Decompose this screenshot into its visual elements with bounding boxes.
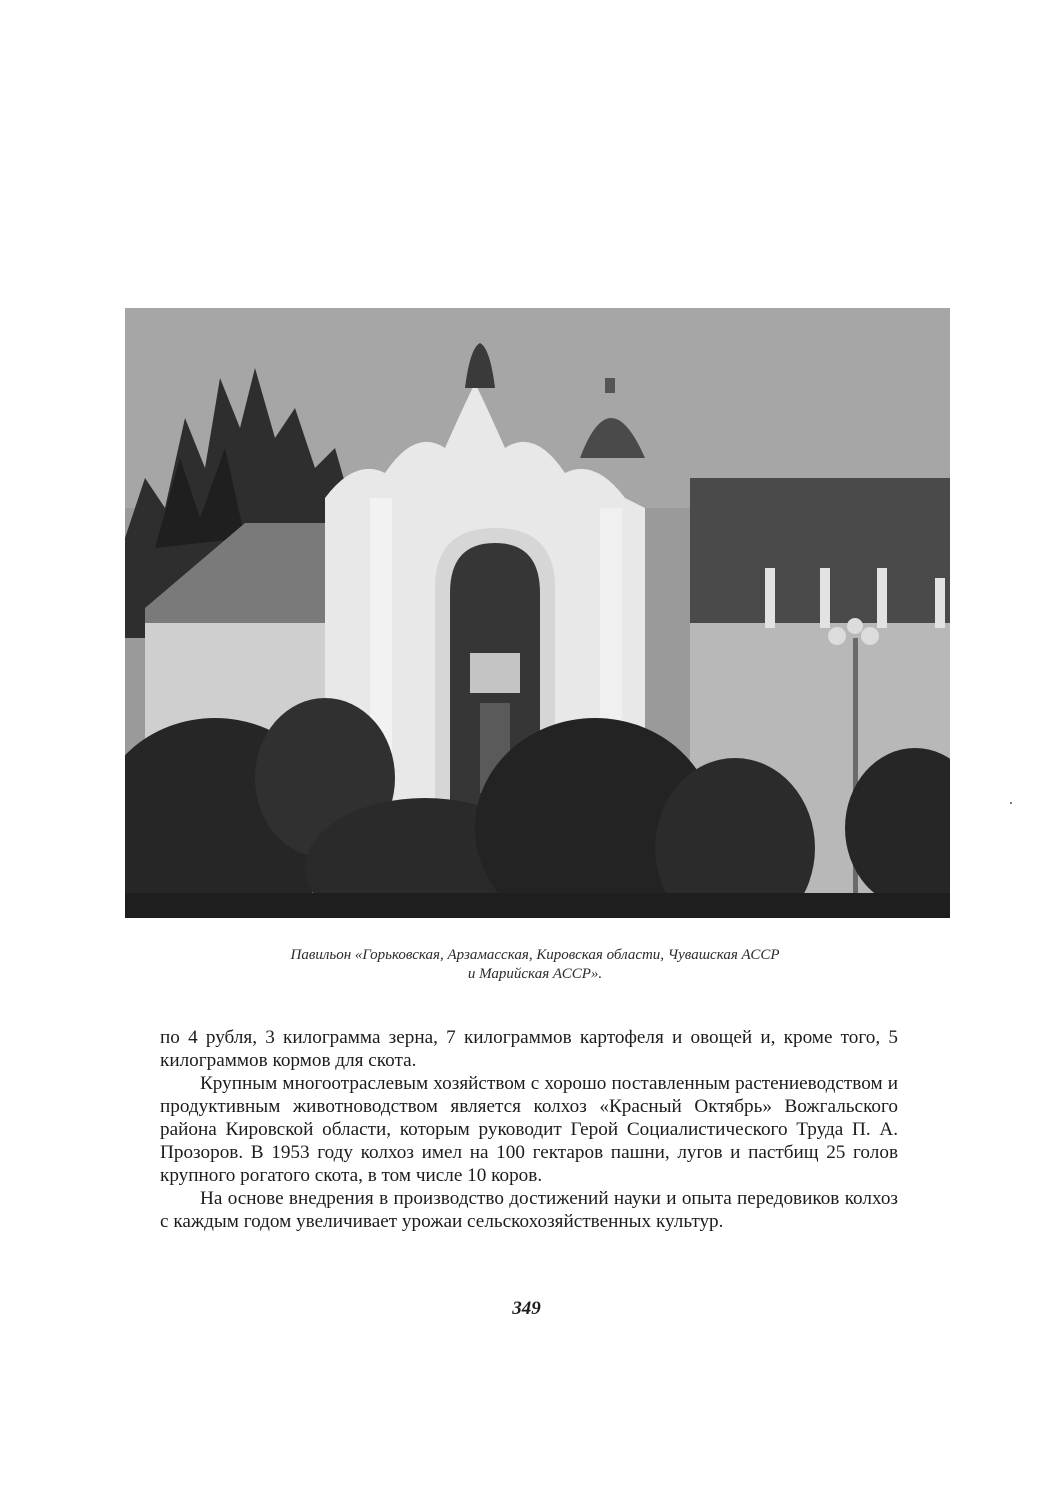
paragraph-3: На основе внедрения в производство достижений науки и опыта передовиков колхоз с каждым годом увеличивает урожаи сельскохозяйственных культур. [160,1188,898,1232]
caption-line-2: и Марийская АССР». [467,966,603,982]
paragraph-1: по 4 рубля, 3 килограмма зерна, 7 килограммов картофеля и овощей и, кроме того, 5 килограммов кормов для скота. [160,1027,898,1071]
figure-caption [130,946,940,984]
body-text [160,1026,898,1233]
caption-line-1: Павильон «Горьковская, Арзамасская, Кировская области, Чувашская АССР [290,947,780,963]
page-number: 349 [512,1298,541,1319]
paragraph-2: Крупным многоотраслевым хозяйством с хорошо поставленным растениеводством и продуктивным животноводством является колхоз «Красный Октябрь» Вожгальского района Кировской области, которым руководит Герой Социалистического Труда П. А. Прозоров. В 1953 году колхоз имел на 100 гектаров пашни, лугов и пастбищ 25 голов крупного рогатого скота, в том числе 10 коров. [160,1073,898,1186]
pavilion-illustration [125,308,950,918]
scan-speck [1010,802,1012,804]
pavilion-photo [125,308,950,918]
